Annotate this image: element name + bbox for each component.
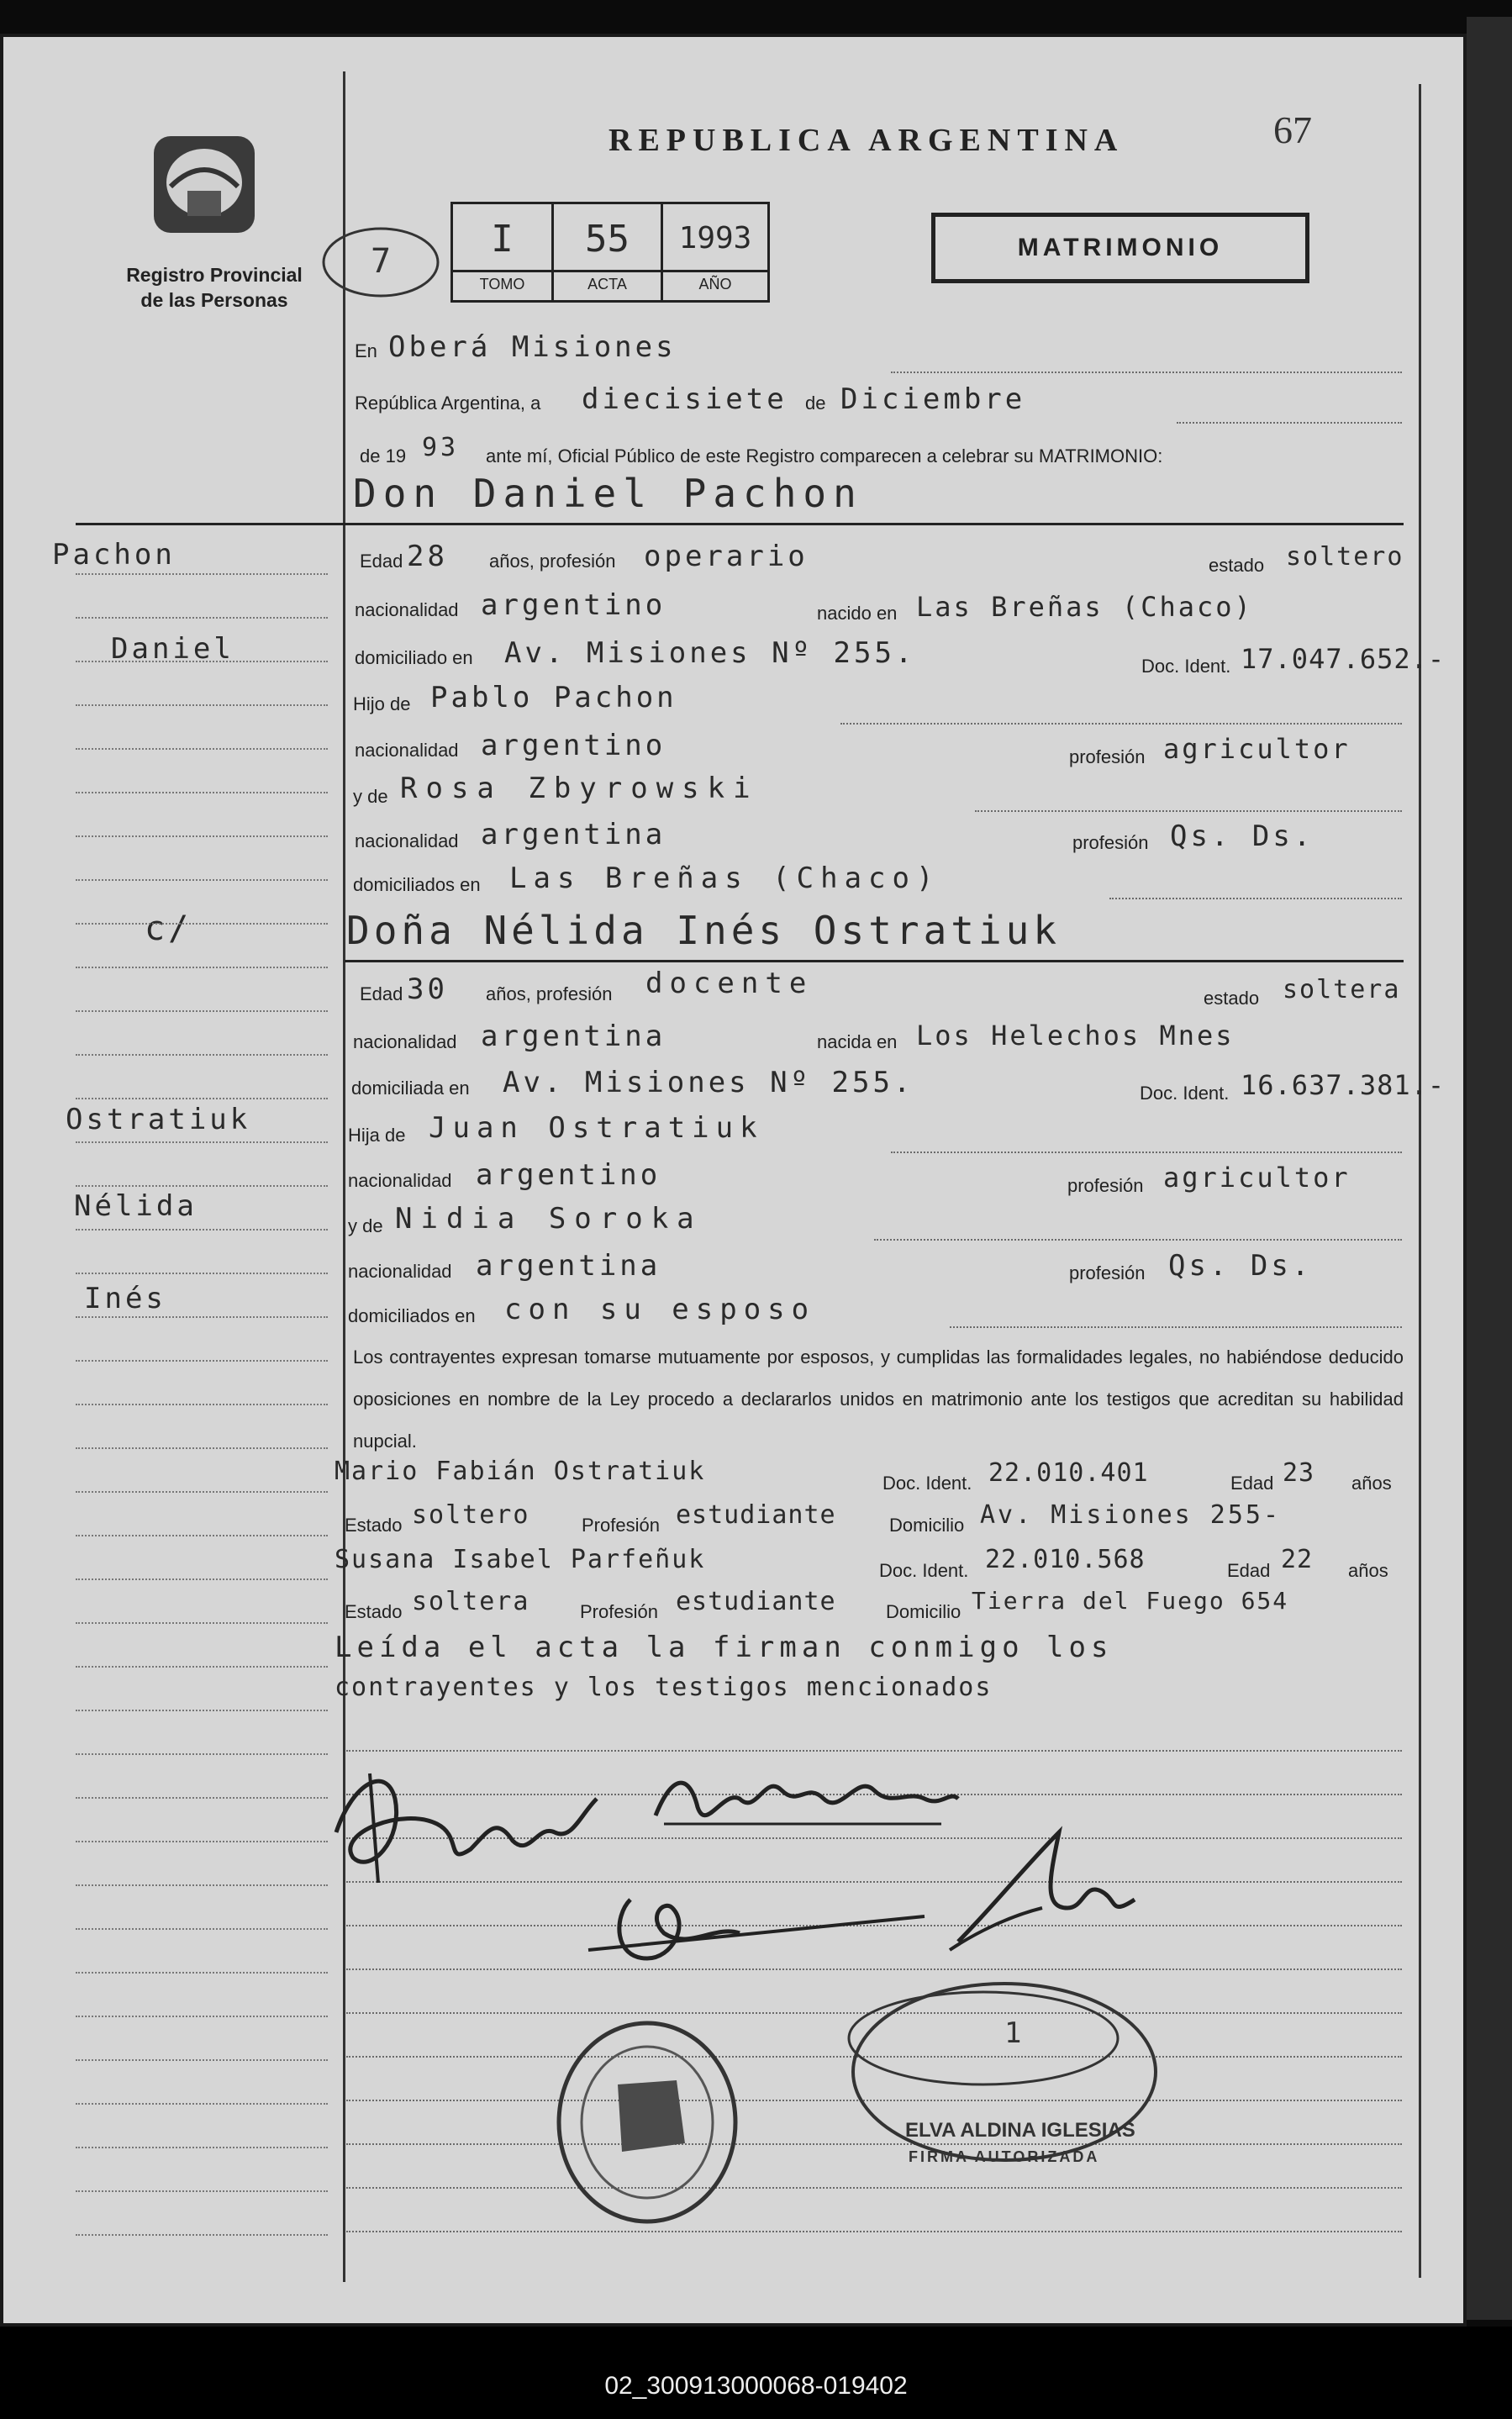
margin-rule-line xyxy=(76,659,328,662)
bride-father-prof-label: profesión xyxy=(1067,1175,1144,1196)
margin-rule-line xyxy=(76,1183,328,1187)
bride-nationality: argentina xyxy=(481,1020,666,1053)
margin-rule-line xyxy=(76,1402,328,1405)
margin-rule-line xyxy=(76,1883,328,1886)
bride-father: Juan Ostratiuk xyxy=(429,1111,764,1145)
witness1-occupation: estudiante xyxy=(676,1500,836,1530)
margin-given-bride-1: Nélida xyxy=(74,1189,198,1223)
groom-estado-label: estado xyxy=(1209,555,1265,576)
witness1-domicilio-label: Domicilio xyxy=(889,1515,965,1536)
ano-cell xyxy=(663,204,767,300)
bride-parents-address: con su esposo xyxy=(504,1293,816,1326)
witness1-profesion-label: Profesión xyxy=(582,1515,660,1536)
bride-father-occupation: agricultor xyxy=(1163,1162,1351,1194)
bride-hija-label: Hija de xyxy=(348,1125,406,1146)
witness1-name: Mario Fabián Ostratiuk xyxy=(335,1457,706,1486)
margin-rule-line xyxy=(76,1708,328,1711)
witness1-doc: 22.010.401 xyxy=(988,1458,1149,1488)
bride-address: Av. Misiones Nº 255. xyxy=(503,1066,914,1099)
bride-mother: Nidia Soroka xyxy=(395,1202,703,1236)
groom-nacido-label: nacido en xyxy=(817,603,898,624)
margin-rule-line xyxy=(76,1621,328,1624)
groom-father-nationality: argentino xyxy=(481,729,666,762)
margin-rule-line xyxy=(76,965,328,968)
groom-mother-occupation: Qs. Ds. xyxy=(1170,820,1314,853)
margin-conjunction: c/ xyxy=(145,909,192,948)
margin-rule-line xyxy=(76,1664,328,1668)
margin-rule-line xyxy=(76,1052,328,1056)
registry-line-2: de las Personas xyxy=(140,289,288,311)
bride-mother-rule xyxy=(874,1237,1402,1241)
margin-rule-line xyxy=(76,703,328,706)
bride-parents-rule xyxy=(950,1325,1402,1328)
scan-code: 02_300913000068-019402 xyxy=(604,2372,908,2400)
record-type-box: MATRIMONIO xyxy=(931,213,1309,283)
margin-rule-line xyxy=(76,1315,328,1318)
witness2-estado-label: Estado xyxy=(345,1601,403,1622)
bride-occupation: docente xyxy=(645,967,814,1000)
margin-rule-line xyxy=(76,2058,328,2061)
witness1-address: Av. Misiones 255- xyxy=(980,1500,1282,1530)
bride-doc-label: Doc. Ident. xyxy=(1140,1083,1230,1104)
country-title: REPUBLICA ARGENTINA xyxy=(608,123,1125,158)
closing-line-1: Leída el acta la firman conmigo los xyxy=(335,1631,1114,1664)
margin-rule-line xyxy=(76,2014,328,2017)
groom-hijo-label: Hijo de xyxy=(353,693,411,714)
margin-surname-groom: Pachon xyxy=(52,538,176,572)
declaration-text: Los contrayentes expresan tomarse mutuamente por esposos, y cumplidas las formalidades legales, no habiéndose deducido oposiciones en nombre de la Ley procedo a declararlos unidos en matrimonio ante los testigos que acreditan su habilidad nupcial. xyxy=(353,1347,1404,1452)
ano-label: AÑO xyxy=(698,276,732,292)
margin-rule-line xyxy=(76,790,328,793)
bride-nacionalidad-label: nacionalidad xyxy=(353,1031,457,1052)
record-id-separator xyxy=(453,270,767,272)
bride-age: 30 xyxy=(407,972,448,1006)
place-rule xyxy=(891,370,1402,373)
margin-given-bride-2: Inés xyxy=(84,1282,166,1315)
bride-parents-dom-label: domiciliados en xyxy=(348,1305,476,1326)
witness2-doc-label: Doc. Ident. xyxy=(879,1560,969,1581)
right-border-line xyxy=(1419,84,1421,2278)
margin-rule-line xyxy=(76,1227,328,1231)
margin-rule-line xyxy=(76,1358,328,1362)
groom-age: 28 xyxy=(407,540,448,573)
groom-y-de-label: y de xyxy=(353,786,388,807)
witness2-edad-label: Edad xyxy=(1227,1560,1271,1581)
registry-name xyxy=(101,262,328,313)
provincial-crest-icon xyxy=(150,128,259,241)
margin-rule-line xyxy=(76,1271,328,1274)
tomo-value: I xyxy=(491,218,514,261)
groom-parents-rule xyxy=(1109,896,1402,899)
witness1-age: 23 xyxy=(1283,1458,1315,1488)
stamp-mark: 1 xyxy=(1004,2016,1022,2050)
groom-domiciliado-label: domiciliado en xyxy=(355,647,473,668)
margin-rule-line xyxy=(76,1752,328,1755)
groom-parents-address: Las Breñas (Chaco) xyxy=(509,862,940,895)
margin-rule-line xyxy=(76,2101,328,2105)
groom-father-rule xyxy=(840,721,1402,725)
en-label: En xyxy=(355,340,377,361)
witness2-anos-label: años xyxy=(1348,1560,1388,1581)
year-value: 93 xyxy=(422,433,460,462)
groom-mother-nac-label: nacionalidad xyxy=(355,830,459,851)
bride-nacida-label: nacida en xyxy=(817,1031,898,1052)
margin-divider xyxy=(343,71,345,2282)
groom-father-nac-label: nacionalidad xyxy=(355,740,459,761)
place-value: Oberá Misiones xyxy=(388,330,677,364)
margin-rule-line xyxy=(76,1096,328,1099)
bride-birthplace: Los Helechos Mnes xyxy=(916,1020,1235,1051)
bride-estado-label: estado xyxy=(1204,988,1260,1009)
groom-nacionalidad-label: nacionalidad xyxy=(355,599,459,620)
groom-nationality: argentino xyxy=(481,588,666,622)
margin-rule-line xyxy=(76,746,328,750)
witness2-profesion-label: Profesión xyxy=(580,1601,658,1622)
witness2-address: Tierra del Fuego 654 xyxy=(972,1587,1289,1615)
witness1-doc-label: Doc. Ident. xyxy=(882,1473,972,1494)
year-label: de 19 xyxy=(360,445,407,466)
ano-value: 1993 xyxy=(678,221,752,256)
book-edge xyxy=(1467,17,1512,2320)
tomo-cell xyxy=(453,204,554,300)
groom-mother-prof-label: profesión xyxy=(1072,832,1149,853)
acta-label: ACTA xyxy=(587,276,627,292)
margin-rule-line xyxy=(76,1577,328,1580)
margin-given-groom: Daniel xyxy=(111,632,234,666)
margin-rule-line xyxy=(76,877,328,881)
bride-father-nac-label: nacionalidad xyxy=(348,1170,452,1191)
month-rule xyxy=(1177,420,1402,424)
margin-rule-line xyxy=(76,921,328,925)
witness2-domicilio-label: Domicilio xyxy=(886,1601,961,1622)
margin-rule-line xyxy=(76,1533,328,1536)
margin-rule-line xyxy=(76,615,328,619)
acta-value: 55 xyxy=(585,218,630,261)
signature-bride xyxy=(639,1740,967,1858)
page-number: 67 xyxy=(1273,108,1312,151)
bride-y-de-label: y de xyxy=(348,1215,383,1236)
margin-rule-line xyxy=(76,1446,328,1449)
body-rule-line xyxy=(346,2185,1402,2189)
margin-rule-line xyxy=(76,1009,328,1012)
body-rule-line xyxy=(346,2229,1402,2232)
header-divider xyxy=(76,523,1404,525)
month-value: Diciembre xyxy=(840,382,1026,416)
witness2-name: Susana Isabel Parfeñuk xyxy=(335,1545,706,1574)
groom-birthplace: Las Breñas (Chaco) xyxy=(916,591,1253,623)
republica-label: República Argentina, a xyxy=(355,393,541,414)
witness2-age: 22 xyxy=(1281,1545,1314,1574)
margin-rule-line xyxy=(76,2189,328,2192)
groom-edad-label: Edad xyxy=(360,551,403,572)
bride-domiciliada-label: domiciliada en xyxy=(351,1078,470,1099)
signature-witness-1 xyxy=(580,1866,933,1984)
margin-rule-line xyxy=(76,834,328,837)
margin-rule-line xyxy=(76,1926,328,1930)
authorized-signature-stamp xyxy=(845,1975,1181,2185)
groom-father: Pablo Pachon xyxy=(430,681,677,714)
witness1-anos-label: años xyxy=(1351,1473,1392,1494)
margin-rule-line xyxy=(76,1140,328,1143)
groom-address: Av. Misiones Nº 255. xyxy=(504,636,916,670)
groom-occupation: operario xyxy=(644,540,809,573)
bride-divider xyxy=(345,960,1404,962)
witness2-occupation: estudiante xyxy=(676,1587,836,1616)
margin-rule-line xyxy=(76,1839,328,1842)
margin-rule-line xyxy=(76,2145,328,2148)
witness1-edad-label: Edad xyxy=(1230,1473,1274,1494)
margin-rule-line xyxy=(76,1489,328,1493)
stamp-title: FIRMA AUTORIZADA xyxy=(909,2148,1100,2165)
groom-mother-nationality: argentina xyxy=(481,818,666,851)
groom-father-prof-label: profesión xyxy=(1069,746,1146,767)
margin-rule-line xyxy=(76,1970,328,1974)
groom-parents-dom-label: domiciliados en xyxy=(353,874,481,895)
groom-profesion-label: años, profesión xyxy=(489,551,616,572)
margin-surname-bride: Ostratiuk xyxy=(66,1103,251,1136)
margin-rule-line xyxy=(76,572,328,575)
bride-mother-prof-label: profesión xyxy=(1069,1262,1146,1283)
witness1-estado-label: Estado xyxy=(345,1515,403,1536)
bride-edad-label: Edad xyxy=(360,983,403,1004)
groom-mother: Rosa Zbyrowski xyxy=(400,772,759,805)
groom-doc: 17.047.652.- xyxy=(1241,643,1446,675)
groom-father-occupation: agricultor xyxy=(1163,733,1351,765)
groom-mother-rule xyxy=(975,809,1402,812)
bride-mother-occupation: Qs. Ds. xyxy=(1168,1249,1313,1283)
record-id-table xyxy=(450,202,770,303)
circle-mark xyxy=(318,220,444,304)
witness1-status: soltero xyxy=(412,1500,530,1530)
registry-line-1: Registro Provincial xyxy=(126,264,303,286)
acta-cell xyxy=(554,204,663,300)
circle-mark-text: 7 xyxy=(370,242,392,281)
day-value: diecisiete xyxy=(582,382,788,416)
closing-line-2: contrayentes y los testigos mencionados xyxy=(335,1673,993,1702)
margin-rule-line xyxy=(76,2232,328,2236)
stamp-name: ELVA ALDINA IGLESIAS xyxy=(905,2119,1135,2142)
de-label: de xyxy=(805,393,826,414)
bride-mother-nac-label: nacionalidad xyxy=(348,1261,452,1282)
bride-mother-nationality: argentina xyxy=(476,1249,661,1283)
bride-name: Doña Nélida Inés Ostratiuk xyxy=(346,908,1062,953)
groom-status: soltero xyxy=(1286,542,1404,572)
bride-father-rule xyxy=(891,1150,1402,1153)
bride-doc: 16.637.381.- xyxy=(1241,1069,1446,1101)
signature-groom xyxy=(319,1731,622,1900)
witness2-status: soltera xyxy=(412,1587,530,1616)
statement: ante mí, Oficial Público de este Registro comparecen a celebrar su MATRIMONIO: xyxy=(486,445,1163,466)
tomo-label: TOMO xyxy=(479,276,525,292)
groom-name: Don Daniel Pachon xyxy=(353,471,863,516)
official-seal-icon xyxy=(551,2017,744,2227)
groom-doc-label: Doc. Ident. xyxy=(1141,656,1231,677)
witness2-doc: 22.010.568 xyxy=(985,1545,1146,1574)
bride-profesion-label: años, profesión xyxy=(486,983,613,1004)
margin-rule-line xyxy=(76,1795,328,1799)
signature-witness-2 xyxy=(941,1816,1160,1958)
bride-status: soltera xyxy=(1283,975,1401,1004)
bride-father-nationality: argentino xyxy=(476,1158,661,1192)
